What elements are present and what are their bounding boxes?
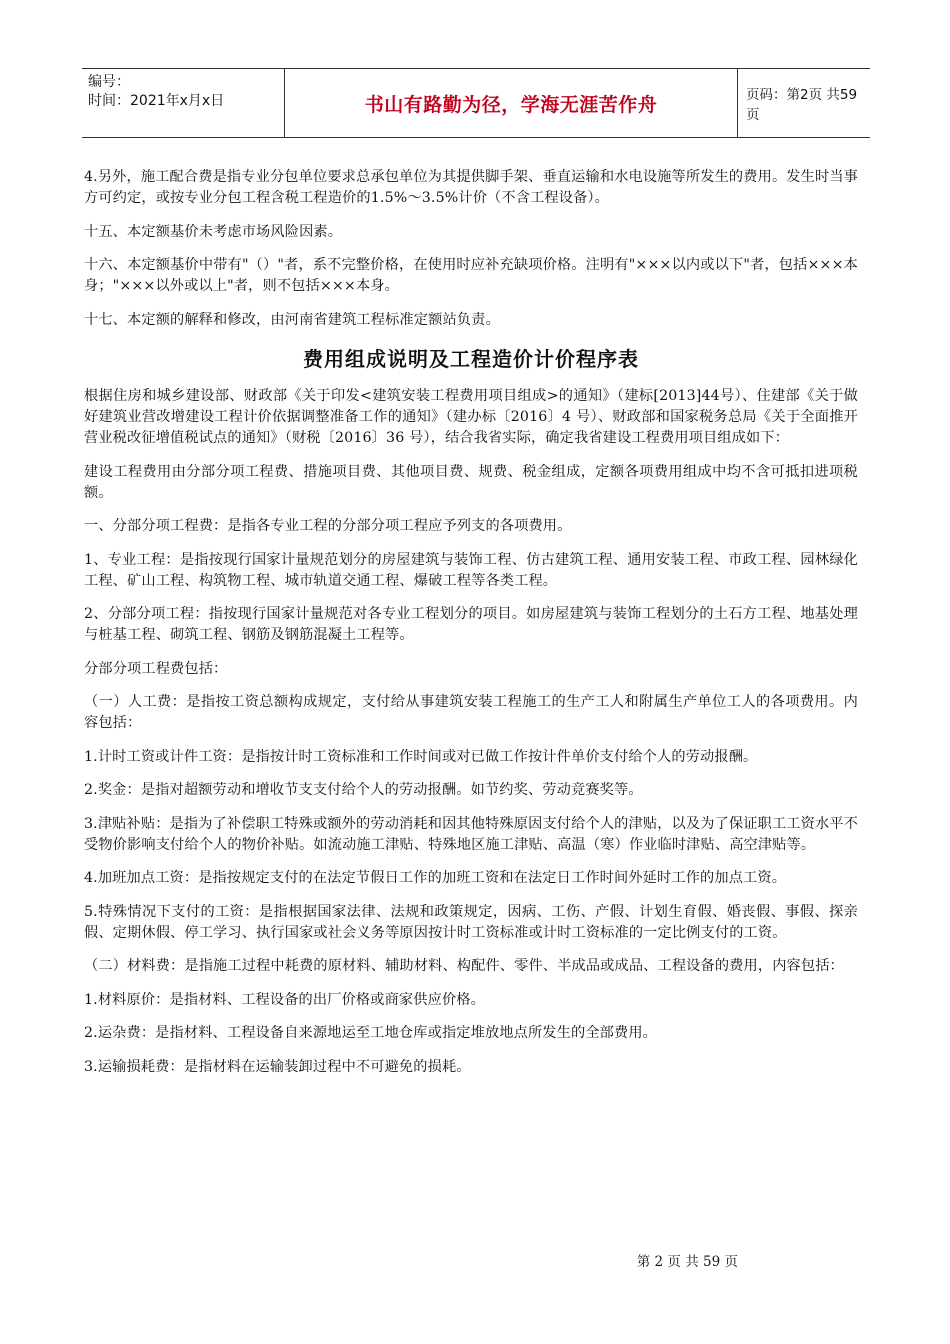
paragraph: 一、分部分项工程费：是指各专业工程的分部分项工程应予列支的各项费用。 <box>84 518 572 534</box>
paragraph: 根据住房和城乡建设部、财政部《关于印发<建筑安装工程费用项目组成>的通知》（建标[2013]44号）、住建部《关于做好建筑业营改增建设工程计价依据调整准备工作的通知》（建办标〔2016〕4 号）、财政部和国家税务总局《关于全面推开营业税改征增值税试点的通知》（财税〔2016〕36 号），结合我省实际，确定我省建设工程费用项目组成如下： <box>84 388 858 446</box>
paragraph: 2、分部分项工程：指按现行国家计量规范对各专业工程划分的项目。如房屋建筑与装饰工程划分的土石方工程、地基处理与桩基工程、砌筑工程、钢筋及钢筋混凝土工程等。 <box>84 606 858 643</box>
paragraph: 建设工程费用由分部分项工程费、措施项目费、其他项目费、规费、税金组成，定额各项费用组成中均不含可抵扣进项税额。 <box>84 463 858 501</box>
header-page-cell <box>738 69 870 137</box>
document-body <box>84 167 858 1090</box>
paragraph: 2.奖金：是指对超额劳动和增收节支支付给个人的劳动报酬。如节约奖、劳动竞赛奖等。 <box>84 782 643 798</box>
paragraph: 1、专业工程：是指按现行国家计量规范划分的房屋建筑与装饰工程、仿古建筑工程、通用安装工程、市政工程、园林绿化工程、矿山工程、构筑物工程、城市轨道交通工程、爆破工程等各类工程。 <box>84 551 858 589</box>
paragraph: 十六、本定额基价中带有"（）"者，系不完整价格，在使用时应补充缺项价格。注明有"×××以内或以下"者，包括×××本身；"×××以外或以上"者，则不包括×××本身。 <box>84 257 858 294</box>
section-title: 费用组成说明及工程造价计价程序表 <box>303 347 639 371</box>
header-number: 编号： <box>88 74 130 90</box>
footer-page-number: 第 2 页 共 59 页 <box>636 1254 738 1270</box>
paragraph: 5.特殊情况下支付的工资：是指根据国家法律、法规和政策规定，因病、工伤、产假、计划生育假、婚丧假、事假、探亲假、定期休假、停工学习、执行国家或社会义务等原因按计时工资标准或计时工资标准的一定比例支付的工资。 <box>84 903 858 941</box>
header-time: 时间：2021年x月x日 <box>88 93 225 109</box>
header-page-number: 页码：第2页 共59页 <box>746 87 858 123</box>
paragraph: 2.运杂费：是指材料、工程设备自来源地运至工地仓库或指定堆放地点所发生的全部费用。 <box>84 1025 658 1041</box>
paragraph: 十七、本定额的解释和修改，由河南省建筑工程标准定额站负责。 <box>84 311 500 328</box>
header-motto: 书山有路勤为径，学海无涯苦作舟 <box>364 93 658 116</box>
paragraph: 4.另外，施工配合费是指专业分包单位要求总承包单位为其提供脚手架、垂直运输和水电设施等所发生的费用。发生时当事方可约定，或按专业分包工程含税工程造价的1.5%～3.5%计价（不含工程设备）。 <box>84 169 858 206</box>
header-left-cell <box>82 69 284 137</box>
paragraph: 分部分项工程费包括： <box>84 660 228 677</box>
paragraph: （一）人工费：是指按工资总额构成规定，支付给从事建筑安装工程施工的生产工人和附属生产单位工人的各项费用。内容包括： <box>84 694 858 731</box>
paragraph: （二）材料费：是指施工过程中耗费的原材料、辅助材料、构配件、零件、半成品或成品、工程设备的费用，内容包括： <box>84 958 844 974</box>
paragraph: 1.计时工资或计件工资：是指按计时工资标准和工作时间或对已做工作按计件单价支付给个人的劳动报酬。 <box>84 748 758 765</box>
paragraph: 十五、本定额基价未考虑市场风险因素。 <box>84 223 343 240</box>
paragraph: 3.运输损耗费：是指材料在运输装卸过程中不可避免的损耗。 <box>84 1058 471 1075</box>
paragraph: 3.津贴补贴：是指为了补偿职工特殊或额外的劳动消耗和因其他特殊原因支付给个人的津贴，以及为了保证职工工资水平不受物价影响支付给个人的物价补贴。如流动施工津贴、特殊地区施工津贴、高温（寒）作业临时津贴、高空津贴等。 <box>84 815 858 853</box>
page-header <box>82 68 870 138</box>
paragraph: 1.材料原价：是指材料、工程设备的出厂价格或商家供应价格。 <box>84 991 485 1008</box>
header-motto-cell <box>284 69 738 137</box>
paragraph: 4.加班加点工资：是指按规定支付的在法定节假日工作的加班工资和在法定日工作时间外延时工作的加点工资。 <box>84 870 787 886</box>
